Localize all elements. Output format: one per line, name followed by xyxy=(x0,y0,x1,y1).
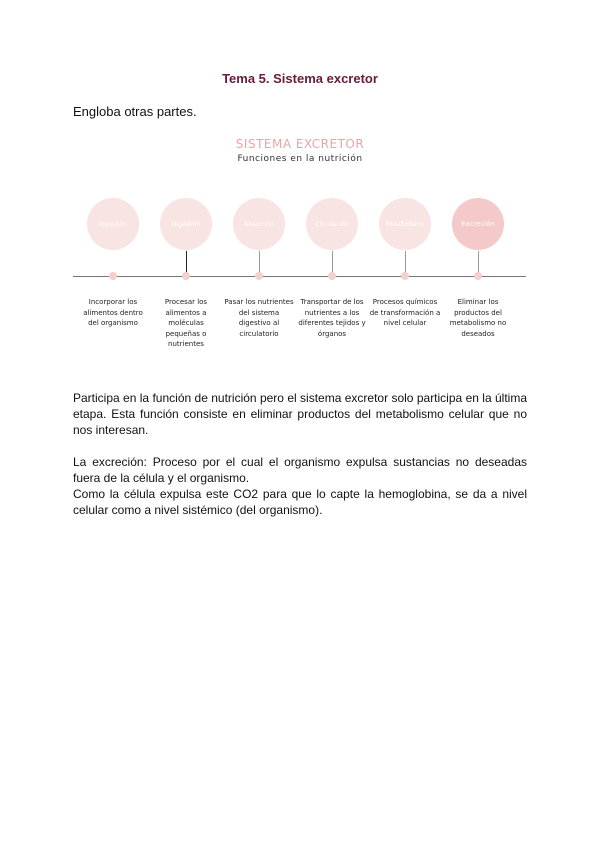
diagram-title: SISTEMA EXCRETOR xyxy=(235,137,365,151)
intro-text: Engloba otras partes. xyxy=(73,104,197,119)
timeline-dot xyxy=(109,272,117,280)
excretion-definition: La excreción: Proceso por el cual el organismo expulsa sustancias no deseadas fuera de la célula y el organismo. xyxy=(73,455,527,485)
stage-caption: Procesos químicos de transformación a nivel celular xyxy=(369,298,441,327)
stage-metabolism xyxy=(369,130,441,370)
timeline-dot xyxy=(182,272,190,280)
stage-circle: Digestión xyxy=(160,198,212,250)
timeline-dot xyxy=(401,272,409,280)
stage-circle: Absorción xyxy=(233,198,285,250)
stage-caption: Transportar de los nutrientes a los diferentes tejidos y órganos xyxy=(298,298,366,338)
stage-absorption xyxy=(223,130,295,370)
stage-ingestion xyxy=(77,130,149,370)
excretion-levels: Como la célula expulsa este CO2 para que lo capte la hemoglobina, se da a nivel celular como a nivel sistémico (del organismo). xyxy=(73,487,527,517)
timeline-dot xyxy=(255,272,263,280)
stage-circulation xyxy=(296,130,368,370)
stage-excretion xyxy=(442,130,514,370)
page-title: Tema 5. Sistema excretor xyxy=(222,71,378,86)
stage-digestion xyxy=(150,130,222,370)
stage-caption: Incorporar los alimentos dentro del organismo xyxy=(83,298,143,327)
stage-circle: Metabolismo xyxy=(379,198,431,250)
stage-caption: Eliminar los productos del metabolismo no deseados xyxy=(449,298,507,338)
paragraph-excretion xyxy=(73,454,527,518)
timeline-dot xyxy=(474,272,482,280)
excretion-diagram xyxy=(70,130,530,370)
stage-caption: Pasar los nutrientes del sistema digestivo al circulatorio xyxy=(224,298,294,338)
stage-circle: Ingestión xyxy=(87,198,139,250)
stage-circle: Circulación xyxy=(306,198,358,250)
stage-caption: Procesar los alimentos a moléculas pequeñas o nutrientes xyxy=(164,298,208,348)
stage-circle: Excreción xyxy=(452,198,504,250)
paragraph-nutrition: Participa en la función de nutrición pero el sistema excretor solo participa en la última etapa. Esta función consiste en eliminar productos del metabolismo celular que no nos interesan. xyxy=(73,391,527,437)
timeline-dot xyxy=(328,272,336,280)
diagram-subtitle: Funciones en la nutrición xyxy=(237,154,363,164)
